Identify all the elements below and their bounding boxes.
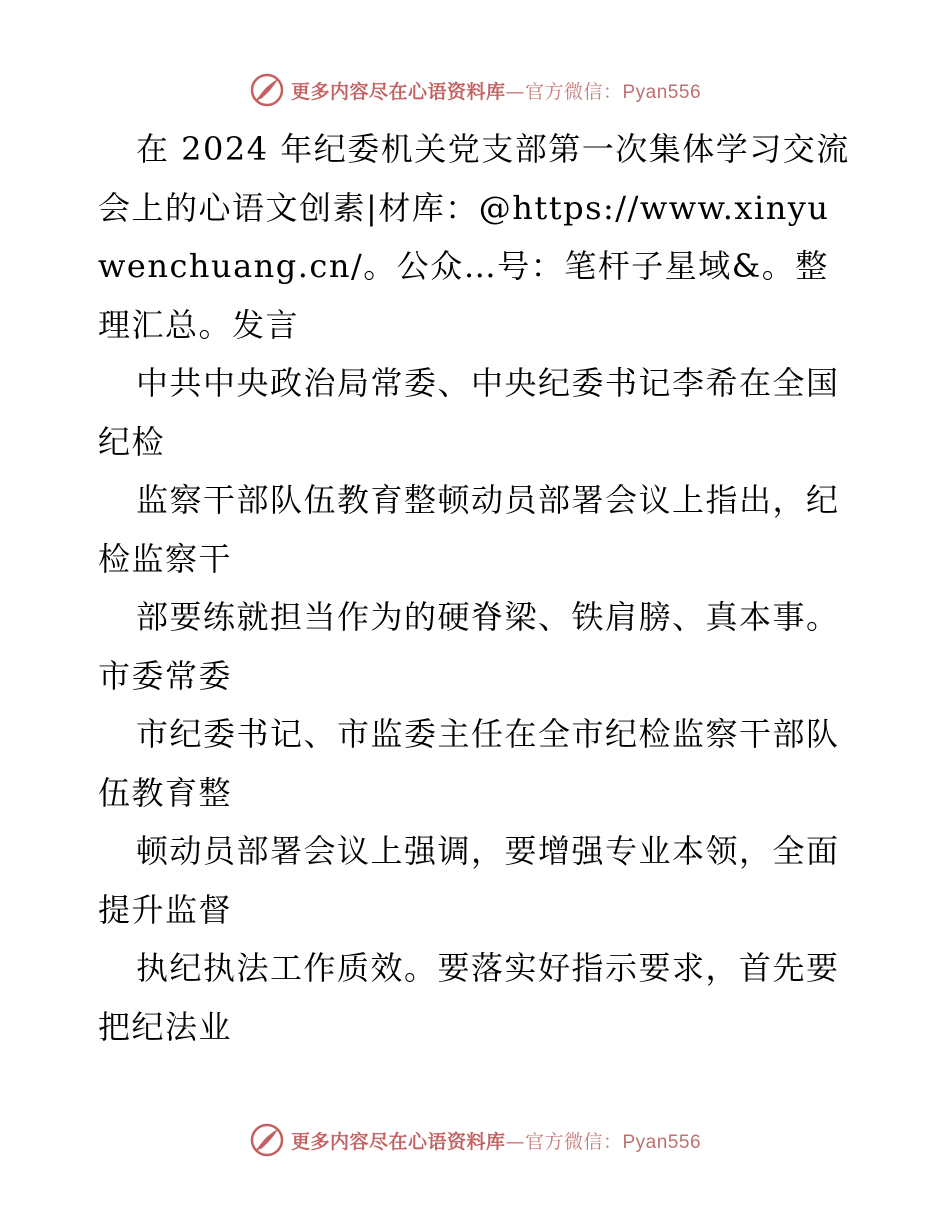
watermark-wechat-id: Pyan556: [622, 81, 702, 103]
footer-watermark: [0, 1118, 950, 1162]
watermark-text: [291, 1127, 701, 1154]
watermark-wechat-label: 官方微信：: [524, 1130, 623, 1153]
paragraph: 在 2024 年纪委机关党支部第一次集体学习交流会上的心语文创素|材库：@https://www.xinyuwenchuang.cn/。公众…号：笔杆子星域&。整理汇总。发言: [98, 130, 850, 344]
watermark-dash: —: [505, 1130, 525, 1153]
watermark-main: 更多内容尽在心语资料库: [290, 1130, 506, 1153]
watermark-dash: —: [505, 80, 525, 103]
paragraph: 市纪委书记、市监委主任在全市纪检监察干部队伍教育整: [98, 715, 840, 812]
watermark-wechat-id: Pyan556: [622, 1131, 702, 1153]
watermark-text: [291, 77, 701, 104]
paragraph: 部要练就担当作为的硬脊梁、铁肩膀、真本事。市委常委: [98, 598, 840, 695]
paragraph: 执纪执法工作质效。要落实好指示要求，首先要把纪法业: [98, 949, 840, 1046]
watermark-wechat-label: 官方微信：: [524, 80, 623, 103]
quill-logo-icon: [249, 72, 285, 108]
watermark-main: 更多内容尽在心语资料库: [290, 80, 506, 103]
document-body: [98, 120, 854, 1056]
paragraph: 监察干部队伍教育整顿动员部署会议上指出，纪检监察干: [98, 481, 840, 578]
header-watermark: [0, 68, 950, 112]
paragraph: 中共中央政治局常委、中央纪委书记李希在全国纪检: [98, 364, 840, 461]
quill-logo-icon: [249, 1122, 285, 1158]
paragraph: 顿动员部署会议上强调，要增强专业本领，全面提升监督: [98, 832, 840, 929]
